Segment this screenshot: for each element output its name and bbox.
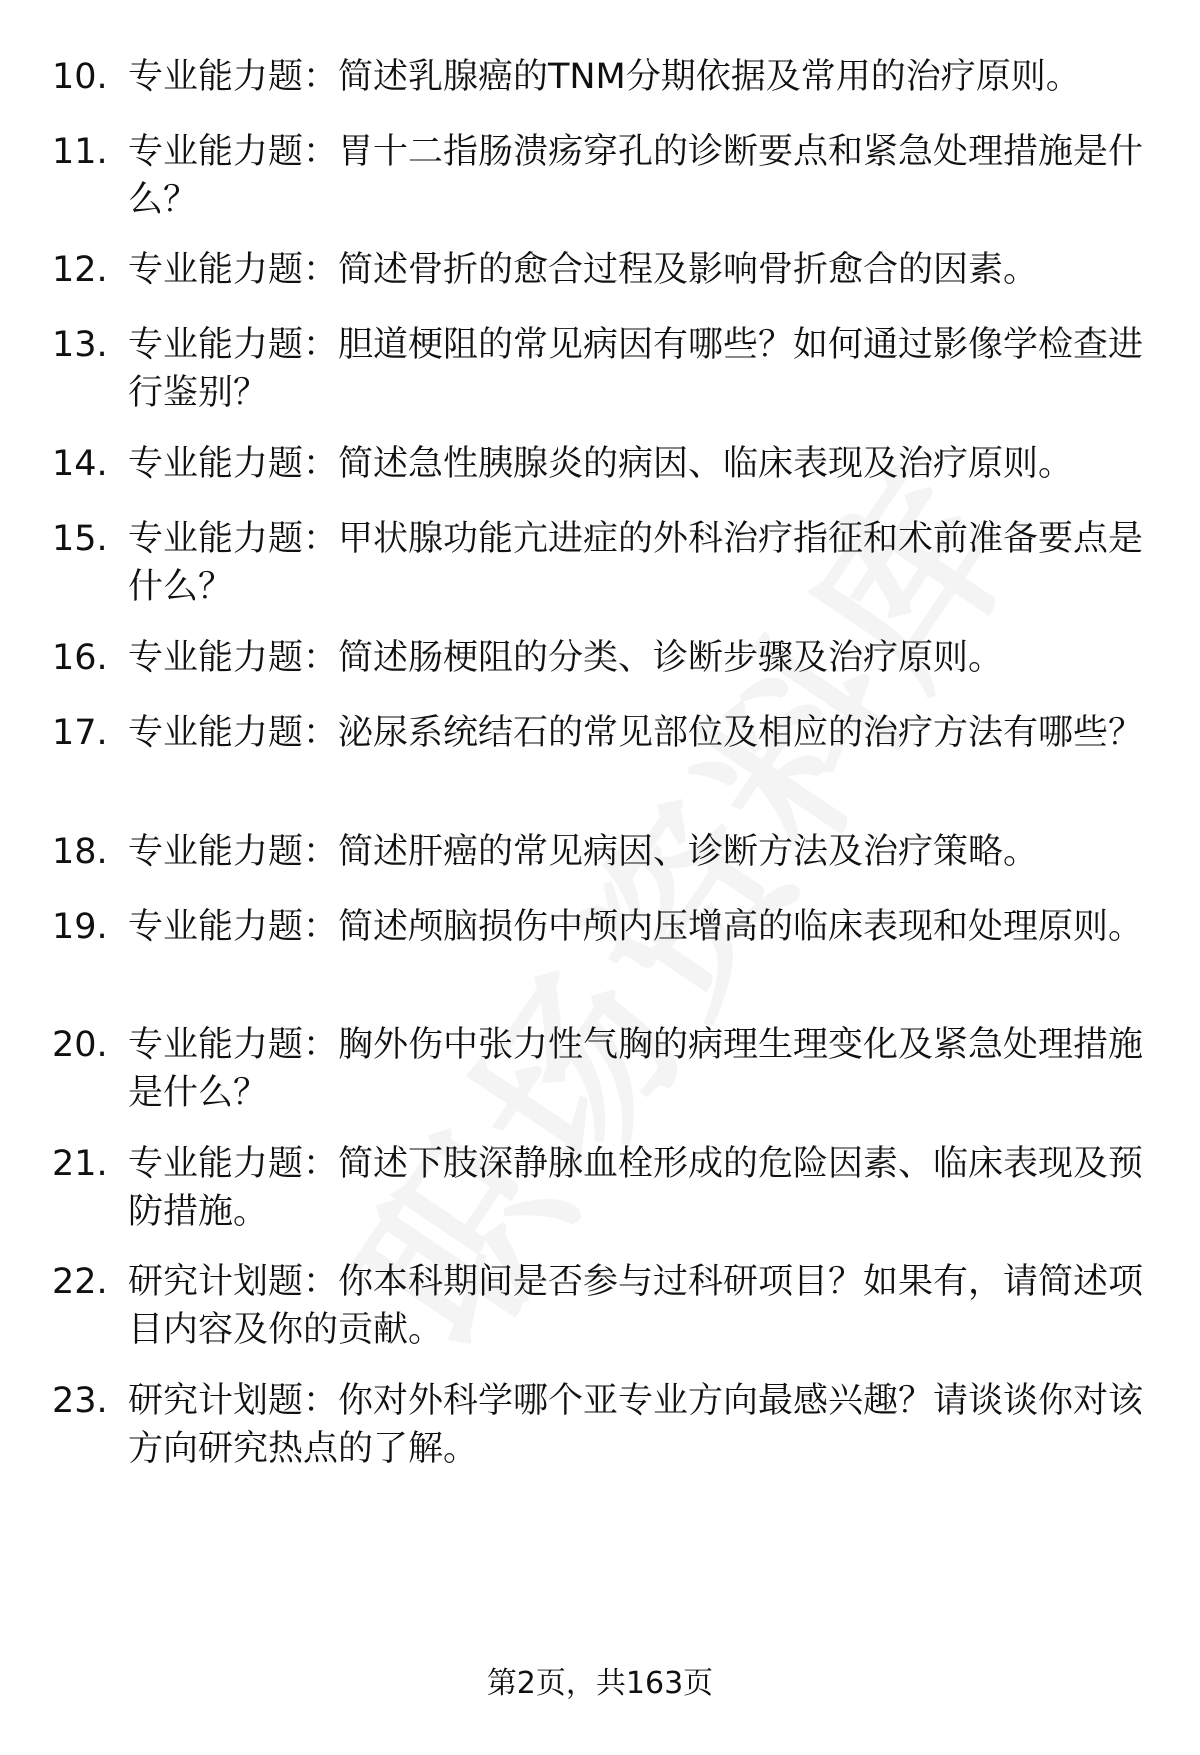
question-number: 11. [52,132,108,172]
question-number: 10. [52,57,108,97]
question-number: 12. [52,250,108,290]
question-text: 专业能力题：简述骨折的愈合过程及影响骨折愈合的因素。 [128,250,1039,290]
question-text: 专业能力题：甲状腺功能亢进症的外科治疗指征和术前准备要点是什么？ [128,519,1144,607]
question-text: 专业能力题：简述乳腺癌的TNM分期依据及常用的治疗原则。 [128,57,1081,97]
question-number: 16. [52,638,108,678]
question-number: 15. [52,519,108,559]
question-text: 研究计划题：你对外科学哪个亚专业方向最感兴趣？请谈谈你对该方向研究热点的了解。 [128,1381,1144,1469]
question-text: 专业能力题：泌尿系统结石的常见部位及相应的治疗方法有哪些？ [128,713,1144,753]
question-text: 专业能力题：简述肠梗阻的分类、诊断步骤及治疗原则。 [128,638,1004,678]
question-number: 13. [52,325,108,365]
question-text: 专业能力题：简述急性胰腺炎的病因、临床表现及治疗原则。 [128,444,1074,484]
question-number: 18. [52,832,108,872]
question-text: 专业能力题：胆道梗阻的常见病因有哪些？如何通过影像学检查进行鉴别？ [128,325,1144,413]
page-footer: 第2页，共163页 [486,1666,714,1701]
question-number: 19. [52,907,108,947]
question-text: 专业能力题：简述颅脑损伤中颅内压增高的临床表现和处理原则。 [128,907,1144,947]
question-number: 14. [52,444,108,484]
question-text: 专业能力题：简述下肢深静脉血栓形成的危险因素、临床表现及预防措施。 [128,1144,1144,1232]
question-text: 研究计划题：你本科期间是否参与过科研项目？如果有，请简述项目内容及你的贡献。 [128,1262,1144,1350]
question-number: 22. [52,1262,108,1302]
question-number: 17. [52,713,108,753]
question-number: 23. [52,1381,108,1421]
question-number: 21. [52,1144,108,1184]
question-text: 专业能力题：胸外伤中张力性气胸的病理生理变化及紧急处理措施是什么？ [128,1025,1144,1113]
question-text: 专业能力题：胃十二指肠溃疡穿孔的诊断要点和紧急处理措施是什么？ [128,132,1144,220]
question-number: 20. [52,1025,108,1065]
question-text: 专业能力题：简述肝癌的常见病因、诊断方法及治疗策略。 [128,832,1039,872]
